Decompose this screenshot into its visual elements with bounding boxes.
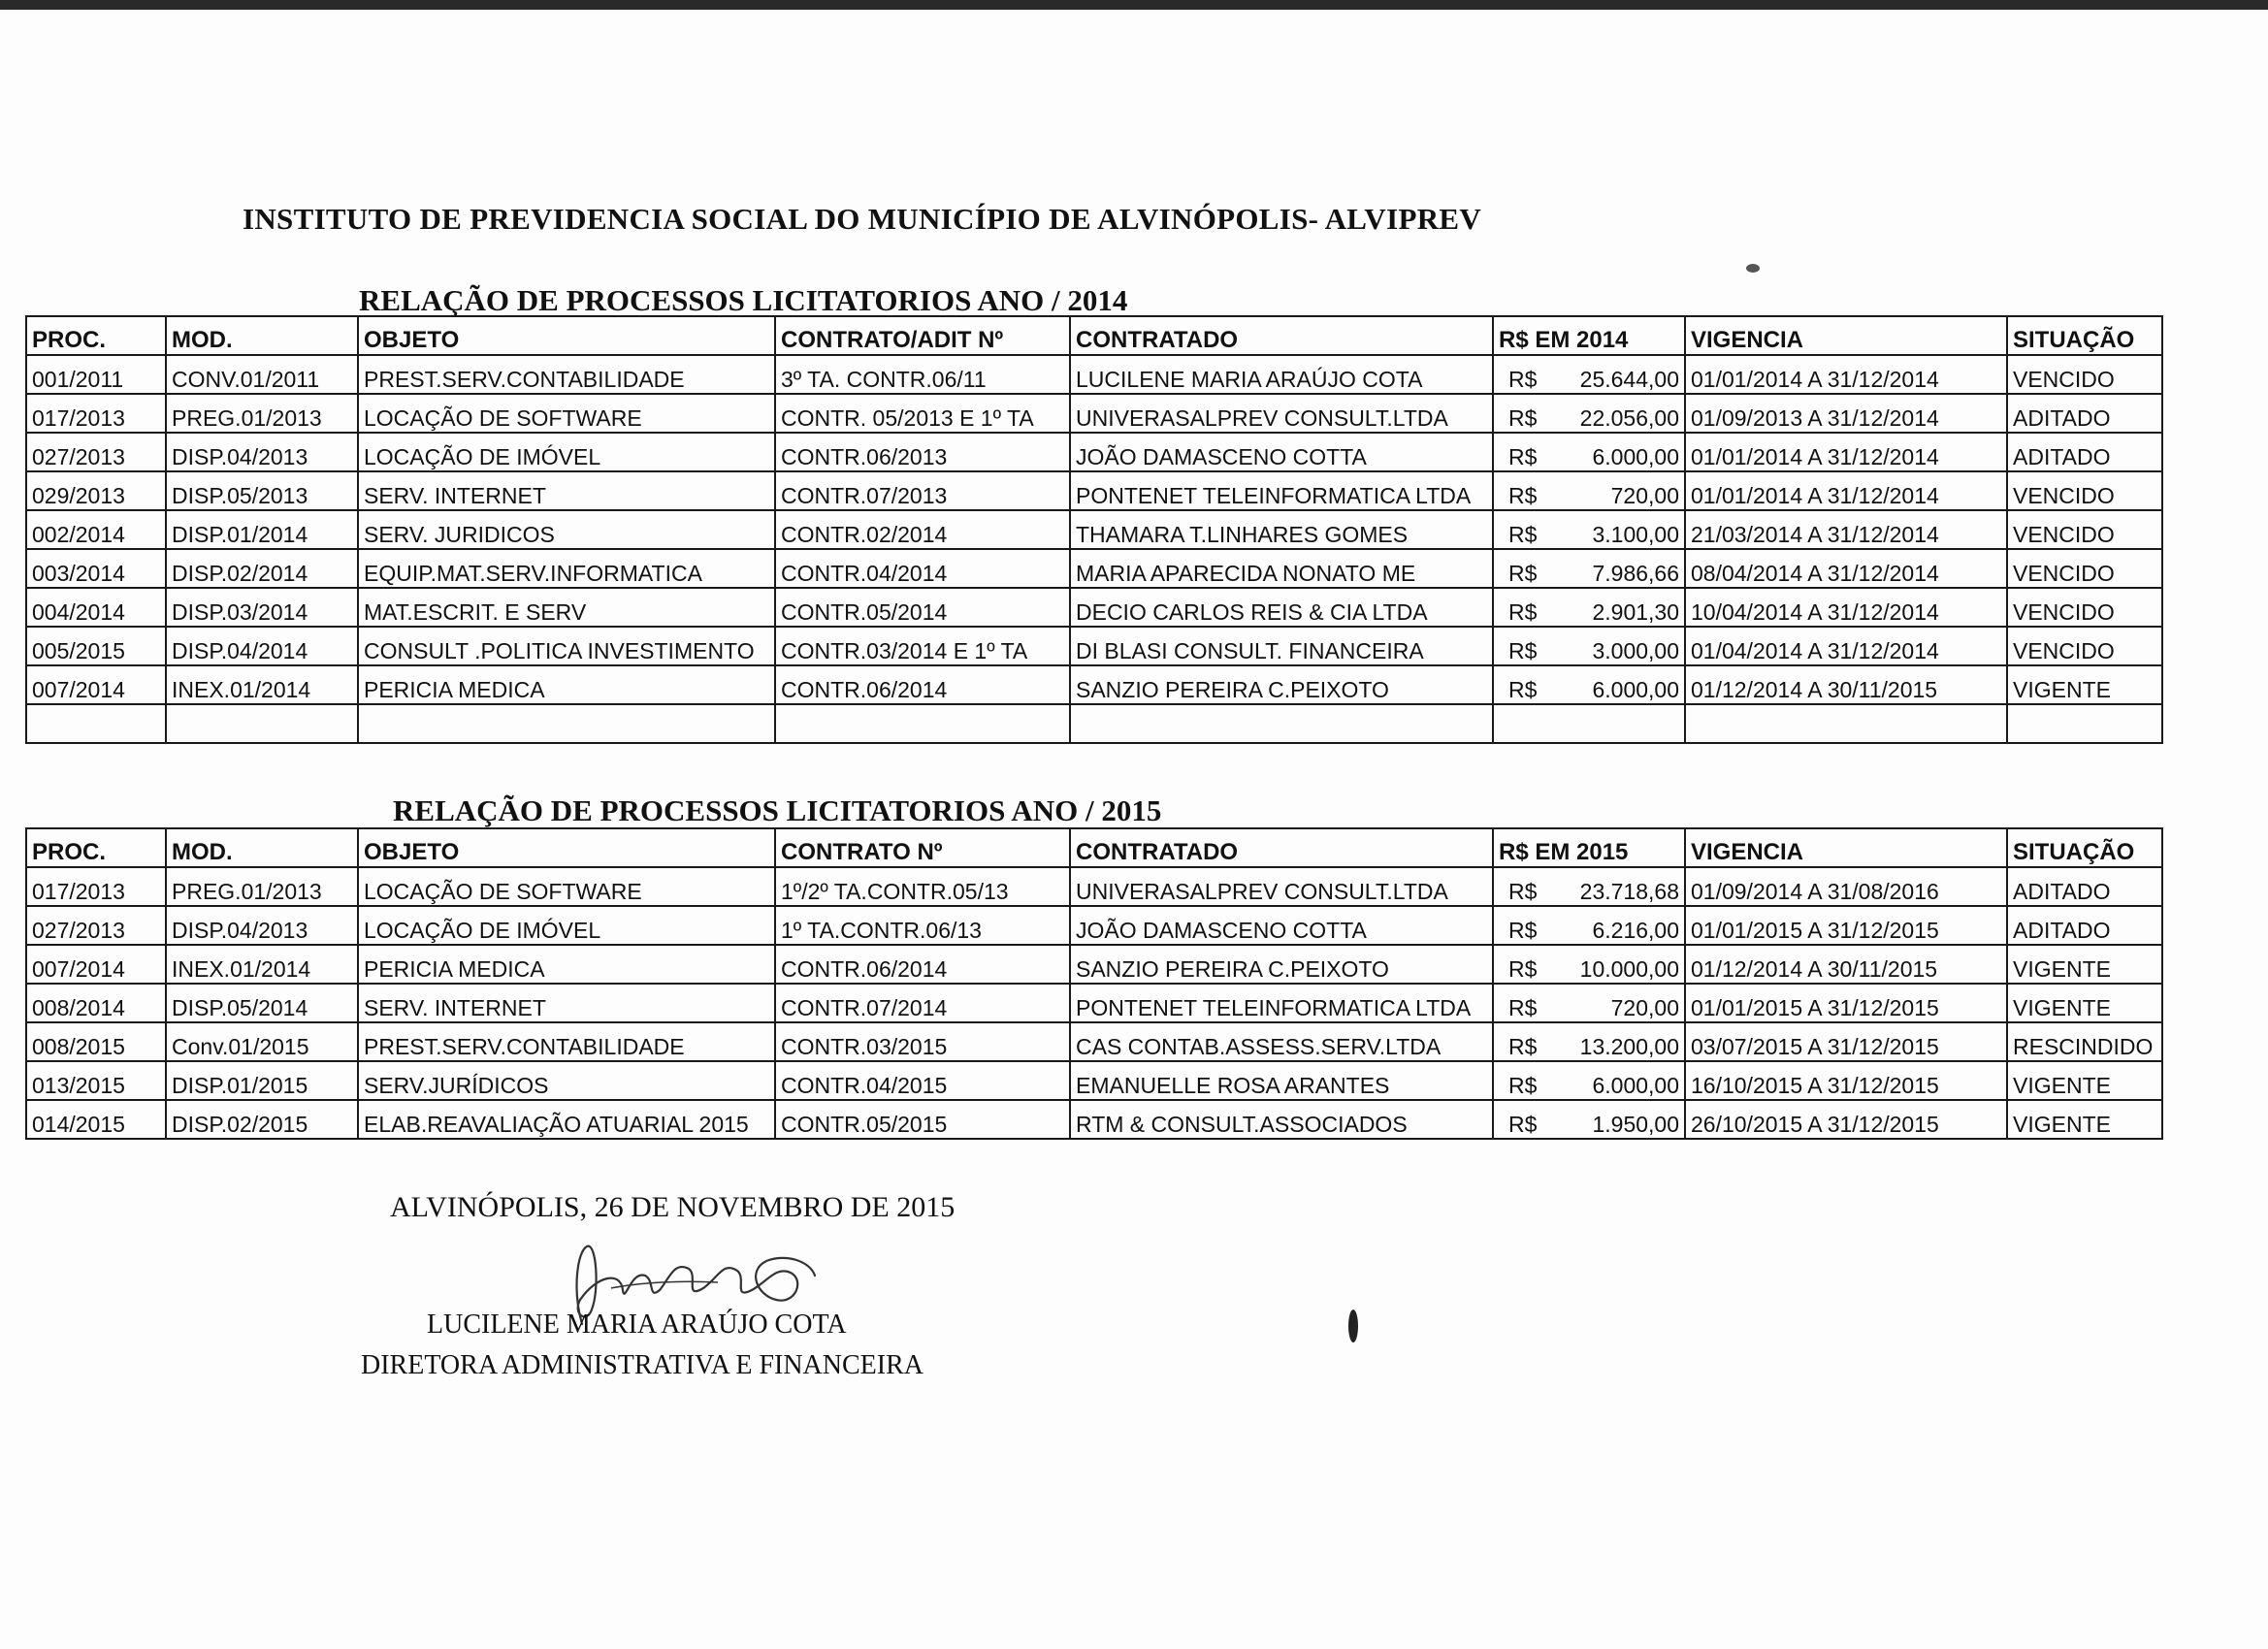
amount-value: 23.718,68 [1579,879,1679,904]
col-header-valor: R$ EM 2015 [1493,828,1685,867]
signer-role: DIRETORA ADMINISTRATIVA E FINANCEIRA [361,1350,924,1380]
table-2015 [25,827,2163,1140]
table-row [26,945,2162,984]
cell-objeto: EQUIP.MAT.SERV.INFORMATICA [358,549,775,588]
cell-situacao: VIGENTE [2007,984,2162,1022]
currency-symbol: R$ [1508,1034,1538,1059]
amount-value: 3.100,00 [1592,522,1679,547]
cell-vigencia: 16/10/2015 A 31/12/2015 [1685,1061,2007,1100]
empty-cell [358,704,775,743]
table-row [26,1061,2162,1100]
cell-proc: 001/2011 [26,355,166,394]
cell-valor [1493,355,1685,394]
scan-mark [1348,1310,1358,1342]
cell-valor [1493,394,1685,433]
cell-contrato: CONTR.05/2014 [775,588,1070,627]
cell-contrato: CONTR.06/2014 [775,945,1070,984]
currency-symbol: R$ [1508,1112,1538,1137]
cell-contratado: PONTENET TELEINFORMATICA LTDA [1070,471,1493,510]
cell-mod: DISP.01/2015 [166,1061,358,1100]
cell-contrato: CONTR.03/2014 E 1º TA [775,627,1070,665]
cell-contratado: JOÃO DAMASCENO COTTA [1070,906,1493,945]
cell-contrato: CONTR.05/2015 [775,1100,1070,1139]
currency-symbol: R$ [1508,483,1538,508]
cell-proc: 017/2013 [26,394,166,433]
cell-vigencia: 01/09/2014 A 31/08/2016 [1685,867,2007,906]
cell-valor [1493,433,1685,471]
cell-situacao: RESCINDIDO [2007,1022,2162,1061]
table-row [26,433,2162,471]
cell-situacao: VENCIDO [2007,588,2162,627]
cell-contratado: CAS CONTAB.ASSESS.SERV.LTDA [1070,1022,1493,1061]
cell-contratado: UNIVERASALPREV CONSULT.LTDA [1070,394,1493,433]
cell-objeto: LOCAÇÃO DE SOFTWARE [358,394,775,433]
cell-mod: DISP.02/2014 [166,549,358,588]
cell-contrato: 1º TA.CONTR.06/13 [775,906,1070,945]
blank-row [26,704,2162,743]
cell-mod: DISP.03/2014 [166,588,358,627]
cell-proc: 004/2014 [26,588,166,627]
cell-proc: 007/2014 [26,945,166,984]
cell-valor [1493,1061,1685,1100]
currency-symbol: R$ [1508,1073,1538,1098]
cell-contratado: MARIA APARECIDA NONATO ME [1070,549,1493,588]
cell-contrato: CONTR.06/2013 [775,433,1070,471]
table-row [26,355,2162,394]
cell-objeto: LOCAÇÃO DE IMÓVEL [358,433,775,471]
amount-value: 6.000,00 [1592,677,1679,702]
table-row [26,394,2162,433]
amount-value: 720,00 [1610,483,1679,508]
section-2014-title: RELAÇÃO DE PROCESSOS LICITATORIOS ANO / 2014 [359,283,1128,317]
cell-proc: 008/2015 [26,1022,166,1061]
table-row [26,510,2162,549]
table-row [26,665,2162,704]
cell-mod: INEX.01/2014 [166,945,358,984]
cell-situacao: VIGENTE [2007,945,2162,984]
table-row [26,1100,2162,1139]
table-row [26,984,2162,1022]
empty-cell [1070,704,1493,743]
col-header-contratado: CONTRATADO [1070,828,1493,867]
cell-objeto: SERV. INTERNET [358,471,775,510]
cell-vigencia: 01/12/2014 A 30/11/2015 [1685,945,2007,984]
cell-contrato: CONTR.07/2014 [775,984,1070,1022]
cell-contratado: LUCILENE MARIA ARAÚJO COTA [1070,355,1493,394]
cell-contratado: JOÃO DAMASCENO COTTA [1070,433,1493,471]
cell-proc: 029/2013 [26,471,166,510]
amount-value: 22.056,00 [1579,405,1679,431]
cell-mod: PREG.01/2013 [166,394,358,433]
cell-proc: 008/2014 [26,984,166,1022]
amount-value: 10.000,00 [1579,956,1679,982]
cell-mod: INEX.01/2014 [166,665,358,704]
cell-valor [1493,867,1685,906]
table-row [26,906,2162,945]
cell-contrato: CONTR. 05/2013 E 1º TA [775,394,1070,433]
cell-valor [1493,1022,1685,1061]
cell-objeto: PREST.SERV.CONTABILIDADE [358,1022,775,1061]
cell-objeto: SERV. JURIDICOS [358,510,775,549]
cell-objeto: ELAB.REAVALIAÇÃO ATUARIAL 2015 [358,1100,775,1139]
cell-situacao: VENCIDO [2007,471,2162,510]
currency-symbol: R$ [1508,956,1538,982]
cell-vigencia: 10/04/2014 A 31/12/2014 [1685,588,2007,627]
cell-vigencia: 21/03/2014 A 31/12/2014 [1685,510,2007,549]
cell-proc: 013/2015 [26,1061,166,1100]
col-header-mod: MOD. [166,828,358,867]
empty-cell [775,704,1070,743]
cell-mod: DISP.04/2013 [166,906,358,945]
col-header-mod: MOD. [166,316,358,355]
cell-contratado: UNIVERASALPREV CONSULT.LTDA [1070,867,1493,906]
amount-value: 6.000,00 [1592,1073,1679,1098]
cell-valor [1493,549,1685,588]
table-2014-body [26,355,2162,743]
currency-symbol: R$ [1508,677,1538,702]
empty-cell [26,704,166,743]
table-2015-body [26,867,2162,1139]
cell-vigencia: 01/09/2013 A 31/12/2014 [1685,394,2007,433]
cell-objeto: SERV.JURÍDICOS [358,1061,775,1100]
cell-mod: DISP.02/2015 [166,1100,358,1139]
cell-contratado: RTM & CONSULT.ASSOCIADOS [1070,1100,1493,1139]
cell-vigencia: 01/04/2014 A 31/12/2014 [1685,627,2007,665]
cell-contrato: CONTR.07/2013 [775,471,1070,510]
cell-contratado: SANZIO PEREIRA C.PEIXOTO [1070,665,1493,704]
table-row [26,471,2162,510]
cell-vigencia: 03/07/2015 A 31/12/2015 [1685,1022,2007,1061]
table-row [26,867,2162,906]
cell-contratado: PONTENET TELEINFORMATICA LTDA [1070,984,1493,1022]
cell-mod: DISP.01/2014 [166,510,358,549]
col-header-situacao: SITUAÇÃO [2007,316,2162,355]
cell-objeto: CONSULT .POLITICA INVESTIMENTO [358,627,775,665]
cell-situacao: VIGENTE [2007,665,2162,704]
currency-symbol: R$ [1508,367,1538,392]
cell-proc: 005/2015 [26,627,166,665]
currency-symbol: R$ [1508,638,1538,663]
cell-objeto: LOCAÇÃO DE IMÓVEL [358,906,775,945]
cell-valor [1493,627,1685,665]
table-2014 [25,315,2163,744]
cell-vigencia: 08/04/2014 A 31/12/2014 [1685,549,2007,588]
col-header-objeto: OBJETO [358,828,775,867]
cell-contratado: DI BLASI CONSULT. FINANCEIRA [1070,627,1493,665]
col-header-contrato: CONTRATO/ADIT Nº [775,316,1070,355]
cell-proc: 027/2013 [26,433,166,471]
currency-symbol: R$ [1508,561,1538,586]
cell-valor [1493,906,1685,945]
signer-name: LUCILENE MARIA ARAÚJO COTA [427,1310,847,1340]
cell-proc: 003/2014 [26,549,166,588]
cell-situacao: VIGENTE [2007,1100,2162,1139]
cell-proc: 017/2013 [26,867,166,906]
amount-value: 13.200,00 [1579,1034,1679,1059]
cell-situacao: VIGENTE [2007,1061,2162,1100]
cell-objeto: SERV. INTERNET [358,984,775,1022]
cell-objeto: PREST.SERV.CONTABILIDADE [358,355,775,394]
cell-contratado: SANZIO PEREIRA C.PEIXOTO [1070,945,1493,984]
cell-situacao: VENCIDO [2007,627,2162,665]
cell-valor [1493,945,1685,984]
cell-situacao: ADITADO [2007,433,2162,471]
currency-symbol: R$ [1508,599,1538,625]
currency-symbol: R$ [1508,405,1538,431]
cell-mod: DISP.05/2013 [166,471,358,510]
cell-vigencia: 01/01/2014 A 31/12/2014 [1685,433,2007,471]
cell-proc: 007/2014 [26,665,166,704]
empty-cell [1493,704,1685,743]
table-row [26,588,2162,627]
section-2015-title: RELAÇÃO DE PROCESSOS LICITATORIOS ANO / 2015 [393,793,1162,827]
col-header-proc: PROC. [26,828,166,867]
cell-mod: CONV.01/2011 [166,355,358,394]
col-header-objeto: OBJETO [358,316,775,355]
cell-vigencia: 01/12/2014 A 30/11/2015 [1685,665,2007,704]
amount-value: 720,00 [1610,995,1679,1020]
cell-vigencia: 01/01/2015 A 31/12/2015 [1685,906,2007,945]
currency-symbol: R$ [1508,918,1538,943]
cell-valor [1493,665,1685,704]
cell-mod: Conv.01/2015 [166,1022,358,1061]
currency-symbol: R$ [1508,444,1538,469]
amount-value: 25.644,00 [1579,367,1679,392]
cell-contrato: CONTR.03/2015 [775,1022,1070,1061]
table-row [26,1022,2162,1061]
table-2015-header-row [26,828,2162,867]
cell-contratado: DECIO CARLOS REIS & CIA LTDA [1070,588,1493,627]
cell-objeto: LOCAÇÃO DE SOFTWARE [358,867,775,906]
cell-vigencia: 01/01/2014 A 31/12/2014 [1685,355,2007,394]
amount-value: 3.000,00 [1592,638,1679,663]
currency-symbol: R$ [1508,879,1538,904]
cell-objeto: MAT.ESCRIT. E SERV [358,588,775,627]
cell-situacao: VENCIDO [2007,549,2162,588]
cell-contrato: CONTR.04/2015 [775,1061,1070,1100]
cell-situacao: VENCIDO [2007,510,2162,549]
cell-contrato: CONTR.02/2014 [775,510,1070,549]
cell-proc: 002/2014 [26,510,166,549]
cell-proc: 027/2013 [26,906,166,945]
cell-contrato: 3º TA. CONTR.06/11 [775,355,1070,394]
empty-cell [2007,704,2162,743]
cell-proc: 014/2015 [26,1100,166,1139]
cell-contratado: THAMARA T.LINHARES GOMES [1070,510,1493,549]
cell-valor [1493,588,1685,627]
col-header-vigencia: VIGENCIA [1685,316,2007,355]
cell-mod: PREG.01/2013 [166,867,358,906]
cell-mod: DISP.04/2013 [166,433,358,471]
amount-value: 7.986,66 [1592,561,1679,586]
amount-value: 2.901,30 [1592,599,1679,625]
table-2014-header-row [26,316,2162,355]
cell-mod: DISP.04/2014 [166,627,358,665]
amount-value: 1.950,00 [1592,1112,1679,1137]
cell-valor [1493,510,1685,549]
cell-contrato: CONTR.04/2014 [775,549,1070,588]
cell-contratado: EMANUELLE ROSA ARANTES [1070,1061,1493,1100]
empty-cell [1685,704,2007,743]
cell-vigencia: 26/10/2015 A 31/12/2015 [1685,1100,2007,1139]
currency-symbol: R$ [1508,995,1538,1020]
amount-value: 6.000,00 [1592,444,1679,469]
cell-contrato: 1º/2º TA.CONTR.05/13 [775,867,1070,906]
cell-situacao: ADITADO [2007,867,2162,906]
table-row [26,627,2162,665]
amount-value: 6.216,00 [1592,918,1679,943]
cell-contrato: CONTR.06/2014 [775,665,1070,704]
col-header-contrato: CONTRATO Nº [775,828,1070,867]
scan-top-edge [0,0,2268,10]
col-header-situacao: SITUAÇÃO [2007,828,2162,867]
empty-cell [166,704,358,743]
cell-objeto: PERICIA MEDICA [358,665,775,704]
cell-situacao: VENCIDO [2007,355,2162,394]
cell-vigencia: 01/01/2014 A 31/12/2014 [1685,471,2007,510]
table-row [26,549,2162,588]
cell-mod: DISP.05/2014 [166,984,358,1022]
cell-valor [1493,471,1685,510]
document-title: INSTITUTO DE PREVIDENCIA SOCIAL DO MUNICÍPIO DE ALVINÓPOLIS- ALVIPREV [243,202,1482,236]
col-header-valor: R$ EM 2014 [1493,316,1685,355]
col-header-contratado: CONTRATADO [1070,316,1493,355]
cell-valor [1493,984,1685,1022]
date-line: ALVINÓPOLIS, 26 DE NOVEMBRO DE 2015 [390,1191,956,1223]
cell-situacao: ADITADO [2007,906,2162,945]
cell-situacao: ADITADO [2007,394,2162,433]
col-header-proc: PROC. [26,316,166,355]
col-header-vigencia: VIGENCIA [1685,828,2007,867]
currency-symbol: R$ [1508,522,1538,547]
cell-valor [1493,1100,1685,1139]
scan-speck [1746,264,1760,273]
cell-vigencia: 01/01/2015 A 31/12/2015 [1685,984,2007,1022]
cell-objeto: PERICIA MEDICA [358,945,775,984]
